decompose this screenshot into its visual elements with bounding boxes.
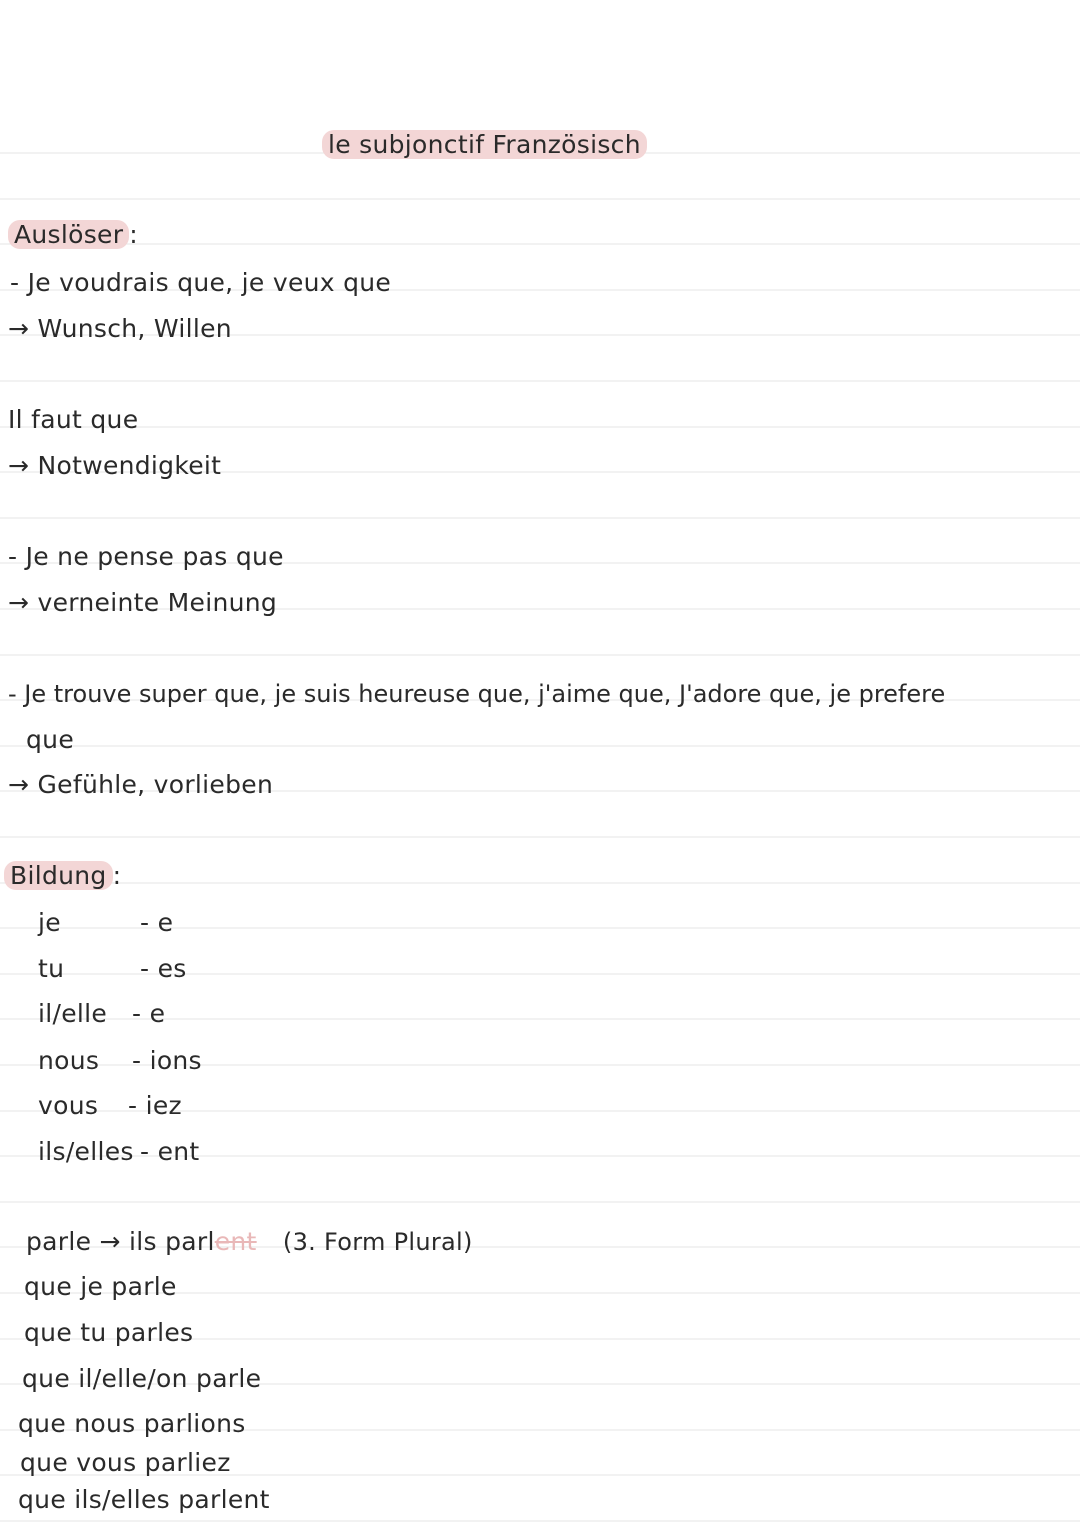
trigger-line-necessity: Il faut que [8,405,139,434]
form-il-elle-on: que il/elle/on parle [22,1364,262,1393]
ending-il-elle: - e [132,999,166,1028]
ending-je: - e [140,908,174,937]
struck-ending: ent [214,1227,257,1256]
pronoun-tu: tu [38,954,65,983]
trigger-meaning-feelings: → Gefühle, vorlieben [8,770,274,799]
trigger-meaning-opinion: → verneinte Meinung [8,588,278,617]
ending-ils-elles: - ent [140,1137,200,1166]
form-ils-elles: que ils/elles parlent [18,1485,270,1514]
ausloeser-heading: Auslöser : [8,220,138,250]
bildung-heading: Bildung : [4,861,121,891]
trigger-meaning-wish: → Wunsch, Willen [8,314,232,343]
pronoun-nous: nous [38,1046,100,1075]
form-vous: que vous parliez [20,1448,231,1477]
trigger-line-wish: - Je voudrais que, je veux que [10,268,392,297]
form-nous: que nous parlions [18,1409,246,1438]
derivation-line: parle → ils parlent (3. Form Plural) [26,1227,473,1256]
pronoun-vous: vous [38,1091,99,1120]
pronoun-il-elle: il/elle [38,999,108,1028]
form-je: que je parle [24,1272,177,1301]
ending-nous: - ions [132,1046,202,1075]
pronoun-ils-elles: ils/elles [38,1137,134,1166]
page-title: le subjonctif Französisch [322,130,647,160]
trigger-line-feelings: - Je trouve super que, je suis heureuse que, j'aime que, J'adore que, je prefere [8,680,946,708]
trigger-line-opinion: - Je ne pense pas que [8,542,284,571]
ending-tu: - es [140,954,187,983]
trigger-line-feelings-cont: que [26,725,74,754]
trigger-meaning-necessity: → Notwendigkeit [8,451,222,480]
pronoun-je: je [38,908,61,937]
ending-vous: - iez [128,1091,182,1120]
form-tu: que tu parles [24,1318,194,1347]
